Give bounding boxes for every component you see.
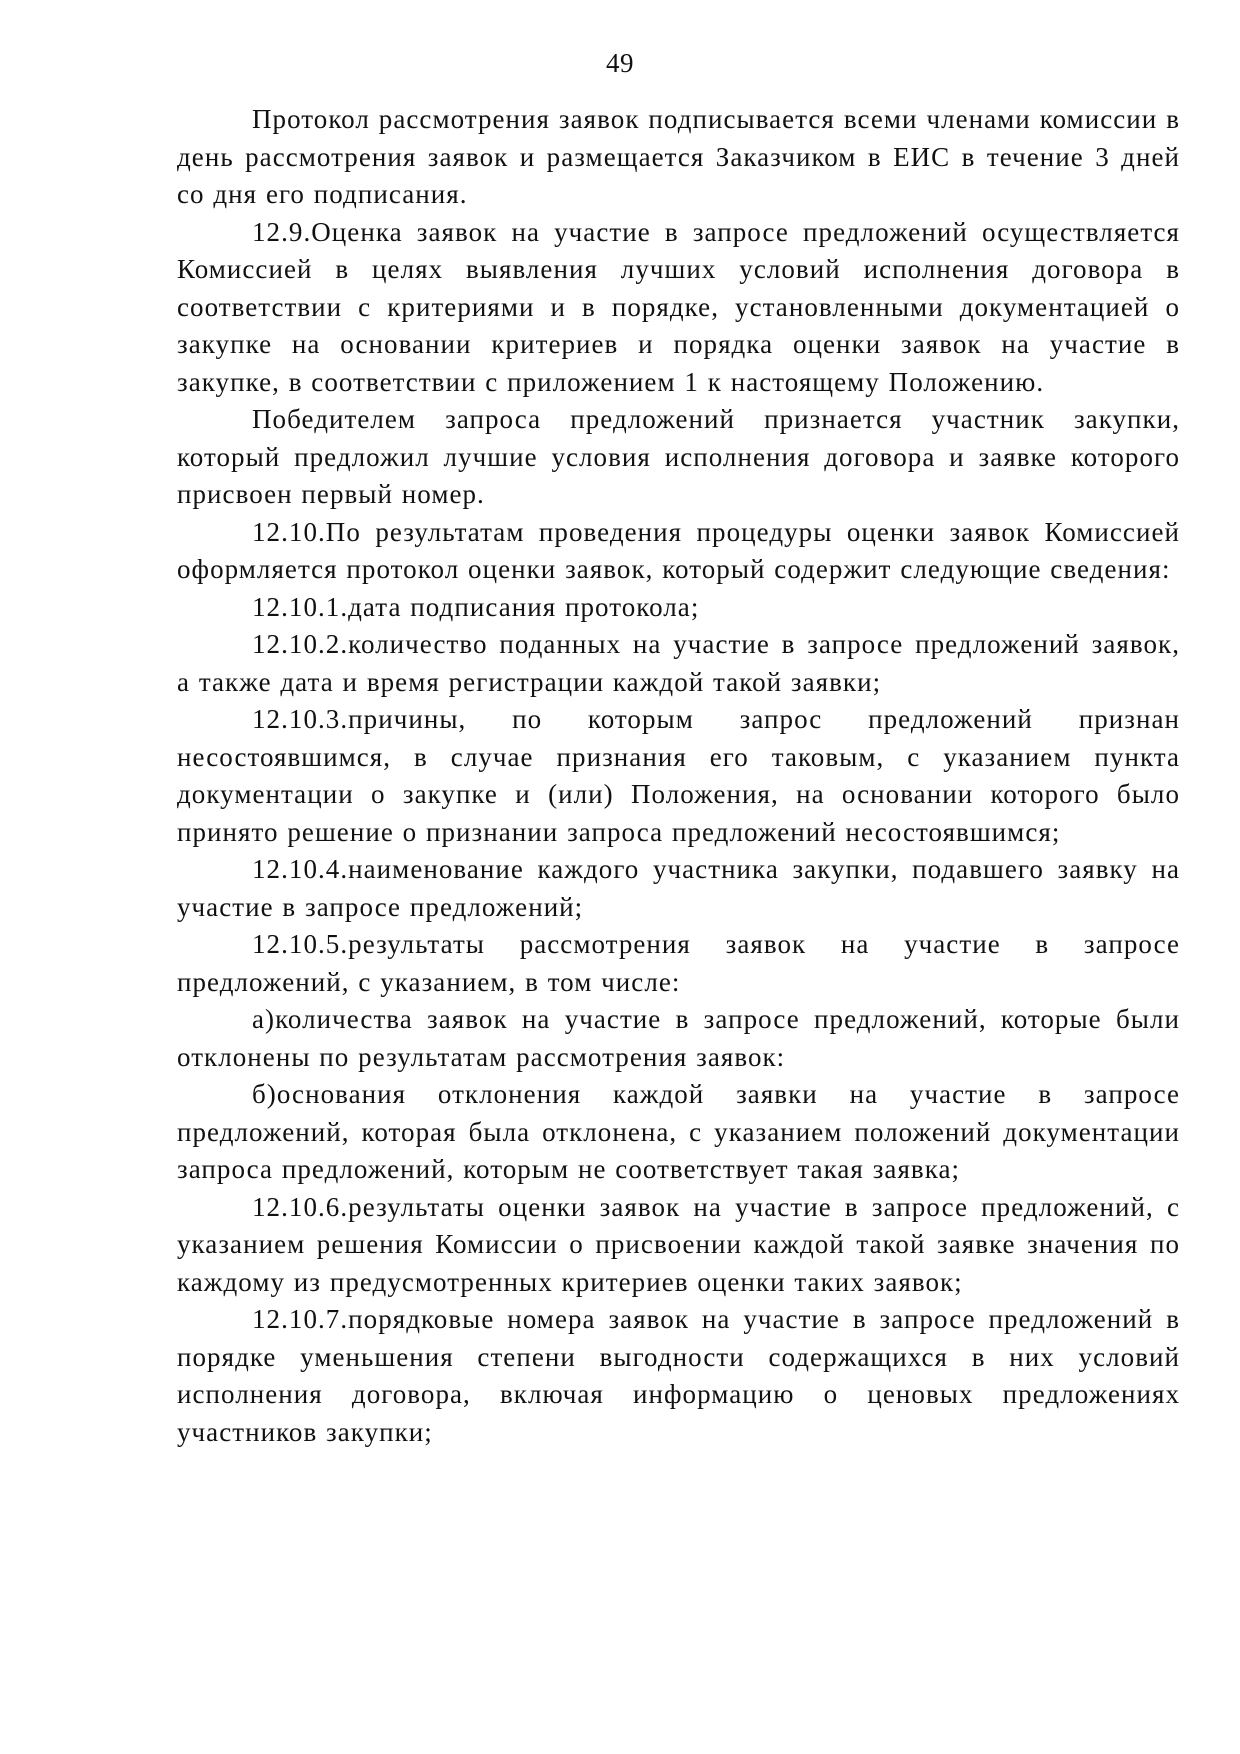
paragraph-12-10-2: 12.10.2.количество поданных на участие в запросе предложений заявок, а также дата и время регистрации каждой такой заявки; <box>177 629 1180 697</box>
paragraph-winner: Победителем запроса предложений признается участник закупки, который предложил лучшие условия исполнения договора и заявке которого присвоен первый номер. <box>177 404 1180 509</box>
paragraph-item-a: а)количества заявок на участие в запросе предложений, которые были отклонены по результатам рассмотрения заявок: <box>177 1004 1180 1072</box>
paragraph-12-10: 12.10.По результатам проведения процедуры оценки заявок Комиссией оформляется протокол оценки заявок, который содержит следующие сведения: <box>177 516 1180 584</box>
paragraph-12-10-7: 12.10.7.порядковые номера заявок на участие в запросе предложений в порядке уменьшения степени выгодности содержащихся в них условий исполнения договора, включая информацию о ценовых предложениях участников закупки; <box>177 1304 1180 1447</box>
paragraph-12-10-6: 12.10.6.результаты оценки заявок на участие в запросе предложений, с указанием решения Комиссии о присвоении каждой такой заявке значения по каждому из предусмотренных критериев оценки таких заявок; <box>177 1191 1180 1297</box>
paragraph-12-10-4: 12.10.4.наименование каждого участника закупки, подавшего заявку на участие в запросе предложений; <box>177 854 1180 922</box>
document-body <box>177 101 1180 1451</box>
paragraph-protocol-signing: Протокол рассмотрения заявок подписывается всеми членами комиссии в день рассмотрения заявок и размещается Заказчиком в ЕИС в течение 3 дней со дня его подписания. <box>177 104 1180 209</box>
page-number: 49 <box>606 48 634 78</box>
paragraph-12-10-1: 12.10.1.дата подписания протокола; <box>252 591 700 622</box>
paragraph-12-10-5: 12.10.5.результаты рассмотрения заявок на участие в запросе предложений, с указанием, в том числе: <box>177 929 1180 997</box>
paragraph-12-9: 12.9.Оценка заявок на участие в запросе предложений осуществляется Комиссией в целях выявления лучших условий исполнения договора в соответствии с критериями и в порядке, установленными документацией о закупке на основании критериев и порядка оценки заявок на участие в закупке, в соответствии с приложением 1 к настоящему Положению. <box>177 216 1180 397</box>
paragraph-item-b: б)основания отклонения каждой заявки на участие в запросе предложений, которая была отклонена, с указанием положений документации запроса предложений, которым не соответствует такая заявка; <box>177 1079 1180 1184</box>
paragraph-12-10-3: 12.10.3.причины, по которым запрос предложений признан несостоявшимся, в случае признания его таковым, с указанием пункта документации о закупке и (или) Положения, на основании которого было принято решение о признании запроса предложений несостоявшимся; <box>177 704 1180 847</box>
